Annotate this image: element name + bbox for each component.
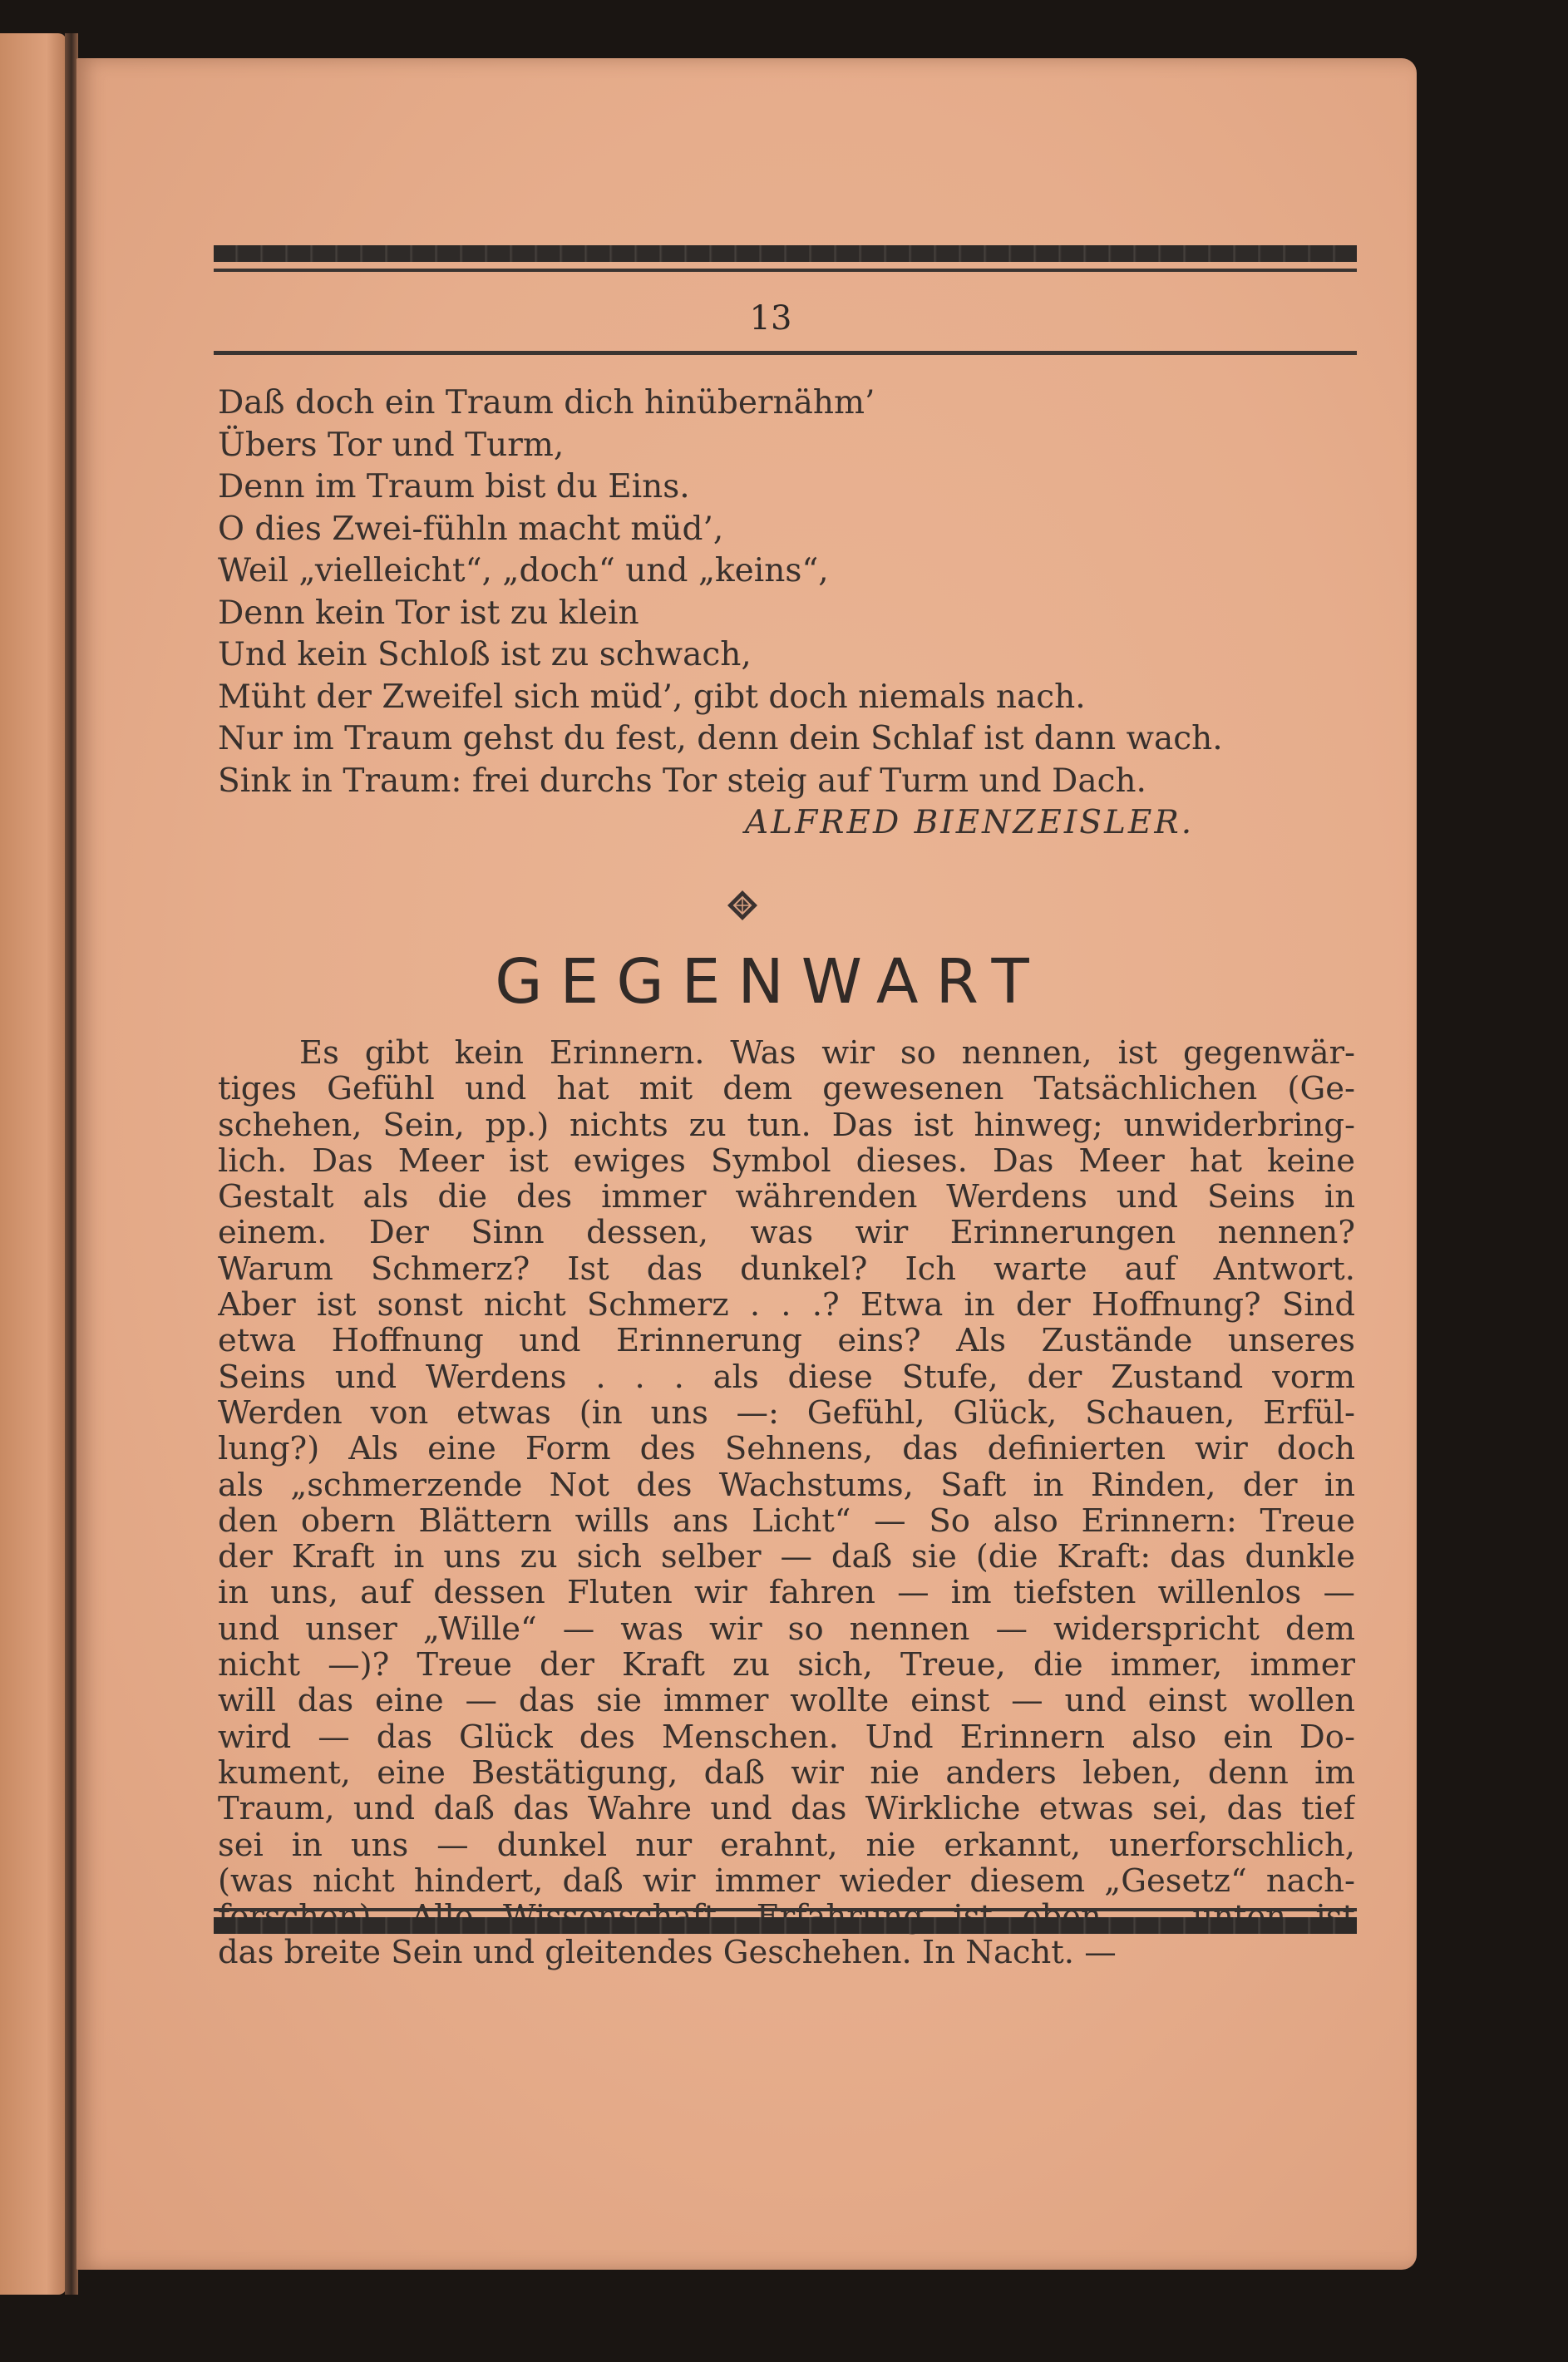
page-number: 13 <box>749 299 792 338</box>
poem-line: Denn kein Tor ist zu klein <box>218 594 639 632</box>
prose-line: wird — das Glück des Menschen. Und Erinnern also ein Do- <box>218 1718 1355 1755</box>
poem-line: Nur im Traum gehst du fest, denn dein Schlaf ist dann wach. <box>218 720 1223 757</box>
poem-line: O dies Zwei-fühln macht müd’, <box>218 510 724 548</box>
poem-line: Sink in Traum: frei durchs Tor steig auf Turm und Dach. <box>218 762 1146 800</box>
poem-author: ALFRED BIENZEISLER. <box>745 804 1195 841</box>
prose-line: Warum Schmerz? Ist das dunkel? Ich warte auf Antwort. <box>218 1250 1355 1288</box>
poem-line: Müht der Zweifel sich müd’, gibt doch niemals nach. <box>218 678 1086 716</box>
prose-line: einem. Der Sinn dessen, was wir Erinnerungen nennen? <box>218 1215 1355 1251</box>
prose-line: das breite Sein und gleitendes Geschehen. In Nacht. — <box>218 1935 1117 1971</box>
poem-line: Denn im Traum bist du Eins. <box>218 468 690 505</box>
prose-line: in uns, auf dessen Fluten wir fahren — im tiefsten willenlos — <box>218 1575 1355 1611</box>
prose-line: schehen, Sein, pp.) nichts zu tun. Das ist hinweg; unwiderbring- <box>218 1107 1355 1143</box>
section-title: GEGENWART <box>495 946 1047 1018</box>
poem-line: Weil „vielleicht“, „doch“ und „keins“, <box>218 552 829 589</box>
prose-line: Traum, und daß das Wahre und das Wirkliche etwas sei, das tief <box>218 1791 1355 1827</box>
book-page <box>76 58 1417 2270</box>
prose-line: tiges Gefühl und hat mit dem gewesenen Tatsächlichen (Ge- <box>218 1071 1355 1107</box>
prose-line: der Kraft in uns zu sich selber — daß sie (die Kraft: das dunkle <box>218 1539 1355 1575</box>
prose-line: Es gibt kein Erinnern. Was wir so nennen, ist gegenwär- <box>299 1035 1355 1072</box>
poem-line: Und kein Schloß ist zu schwach, <box>218 636 752 673</box>
prose-line: und unser „Wille“ — was wir so nennen — widerspricht dem <box>218 1610 1355 1648</box>
footer-rule-thick <box>214 1917 1357 1934</box>
prose-line: will das eine — das sie immer wollte einst — und einst wollen <box>218 1683 1355 1719</box>
prose-line: als „schmerzende Not des Wachstums, Saft in Rinden, der in <box>218 1467 1355 1503</box>
footer-rule-thin <box>214 1908 1357 1911</box>
prose-body <box>218 1035 1355 1971</box>
poem <box>218 382 1382 802</box>
prose-line: lich. Das Meer ist ewiges Symbol dieses. Das Meer hat keine <box>218 1142 1355 1180</box>
header-rule-thin <box>214 269 1357 272</box>
prose-line: lung?) Als eine Form des Sehnens, das definierten wir doch <box>218 1431 1355 1467</box>
prose-line: Aber ist sonst nicht Schmerz . . .? Etwa in der Hoffnung? Sind <box>218 1287 1355 1324</box>
prose-line: den obern Blättern wills ans Licht“ — So also Erinnern: Treue <box>218 1502 1355 1540</box>
poem-line: Daß doch ein Traum dich hinübernähm’ <box>218 384 875 422</box>
poem-line: Übers Tor und Turm, <box>218 426 565 464</box>
prose-line: etwa Hoffnung und Erinnerung eins? Als Zustände unseres <box>218 1323 1355 1359</box>
prose-line: Gestalt als die des immer währenden Werdens und Seins in <box>218 1179 1355 1216</box>
header-rule-thick <box>214 245 1357 262</box>
prose-line: nicht —)? Treue der Kraft zu sich, Treue, die immer, immer <box>218 1647 1355 1684</box>
prose-line: Seins und Werdens . . . als diese Stufe, der Zustand vorm <box>218 1359 1355 1395</box>
facing-page-edge <box>0 33 67 2295</box>
diamond-ornament-icon <box>727 890 758 921</box>
prose-line: (was nicht hindert, daß wir immer wieder diesem „Gesetz“ nach- <box>218 1862 1355 1900</box>
prose-line: sei in uns — dunkel nur erahnt, nie erkannt, unerforschlich, <box>218 1827 1355 1863</box>
page-number-rule <box>214 351 1357 355</box>
prose-line: kument, eine Bestätigung, daß wir nie anders leben, denn im <box>218 1754 1355 1792</box>
prose-line: Werden von etwas (in uns —: Gefühl, Glück, Schauen, Erfül- <box>218 1394 1355 1432</box>
